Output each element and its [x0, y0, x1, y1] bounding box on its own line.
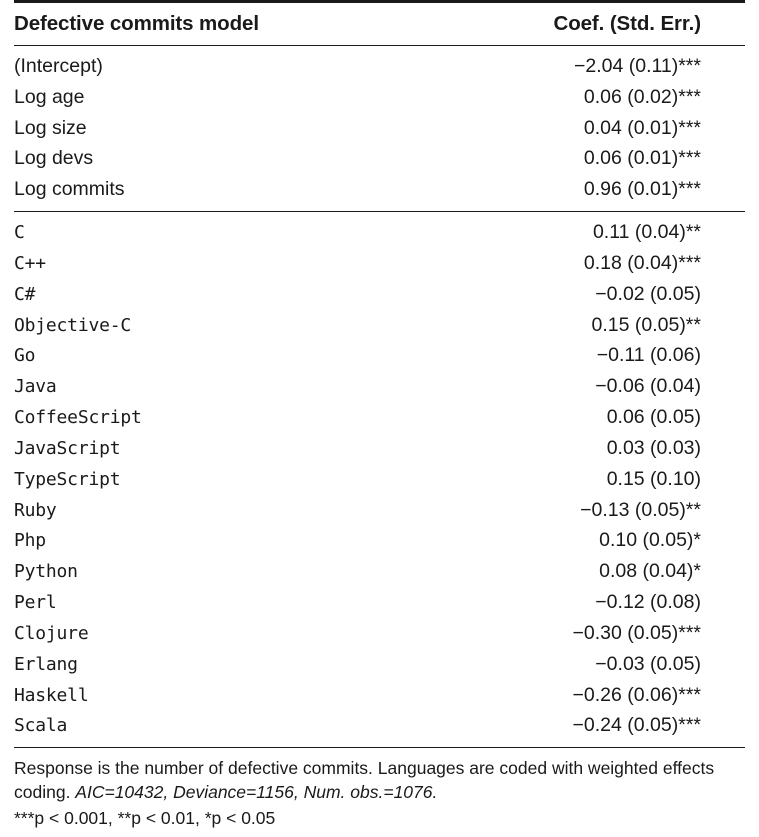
table-row [14, 649, 745, 680]
row-label: Erlang [14, 653, 78, 675]
table-row [14, 372, 745, 403]
row-value: 0.03 (0.03) [606, 436, 701, 459]
table-row [14, 175, 745, 212]
footnote-line-1: Response is the number of defective commits. Languages are coded with weighted [14, 758, 658, 779]
row-label: Ruby [14, 499, 57, 521]
row-label: Python [14, 561, 78, 583]
header-coef-label: Coef. (Std. Err.) [467, 2, 745, 46]
footnote-model-stats: AIC=10432, Deviance=1156, Num. obs.=1076. [75, 781, 438, 802]
row-label: Haskell [14, 684, 89, 706]
table-row [14, 113, 745, 144]
row-value: −0.12 (0.08) [595, 591, 701, 614]
table-row [14, 495, 745, 526]
table-header [14, 2, 745, 46]
table-row [14, 464, 745, 495]
row-value: −0.06 (0.04) [595, 375, 701, 398]
row-value: −0.24 (0.05)*** [572, 714, 701, 737]
row-label: C++ [14, 252, 46, 274]
table-row [14, 144, 745, 175]
row-value: −0.30 (0.05)*** [572, 621, 701, 644]
row-label: Log commits [14, 178, 125, 201]
row-label: JavaScript [14, 437, 121, 459]
table-row [14, 82, 745, 113]
row-label: TypeScript [14, 468, 121, 490]
row-label: Scala [14, 715, 68, 737]
row-value: 0.18 (0.04)*** [583, 251, 701, 274]
row-value: −2.04 (0.11)*** [467, 46, 745, 83]
row-value: −0.11 (0.06) [596, 344, 701, 367]
table-row [14, 526, 745, 557]
row-value: 0.04 (0.01)*** [583, 116, 701, 139]
row-value: 0.06 (0.02)*** [583, 85, 701, 108]
table-row [14, 711, 745, 748]
row-value: −0.02 (0.05) [595, 282, 701, 305]
row-label: Log size [14, 116, 87, 139]
row-value: −0.26 (0.06)*** [572, 683, 701, 706]
control-variables-group [14, 46, 745, 212]
table-row [14, 212, 745, 249]
row-label: Go [14, 345, 36, 367]
row-label: (Intercept) [14, 46, 467, 83]
footnote-description [14, 748, 745, 805]
table-row [14, 588, 745, 619]
footnote-row [14, 748, 745, 805]
row-label: C [14, 212, 467, 249]
row-value: 0.08 (0.04)* [599, 560, 701, 583]
row-value: 0.96 (0.01)*** [583, 178, 701, 201]
footnote-line-2a: effects coding. [14, 758, 715, 802]
row-value: 0.15 (0.05)** [591, 313, 701, 336]
table-row [14, 279, 745, 310]
table-footnotes [14, 748, 745, 837]
table-header-row [14, 2, 745, 46]
row-value: 0.15 (0.10) [606, 467, 701, 490]
table-row [14, 680, 745, 711]
row-label: C# [14, 283, 36, 305]
row-label: Objective-C [14, 314, 132, 336]
row-label: Perl [14, 592, 57, 614]
row-value: −0.13 (0.05)** [580, 498, 701, 521]
row-label: Clojure [14, 622, 89, 644]
table-row [14, 557, 745, 588]
row-value: −0.03 (0.05) [595, 652, 701, 675]
table-row [14, 433, 745, 464]
row-value: 0.06 (0.01)*** [583, 147, 701, 170]
language-variables-group [14, 212, 745, 748]
table-row [14, 46, 745, 83]
row-label: Java [14, 376, 57, 398]
table-row [14, 341, 745, 372]
regression-table [14, 0, 745, 837]
row-label: Log age [14, 85, 85, 108]
row-label: Log devs [14, 147, 94, 170]
table-row [14, 403, 745, 434]
header-model-label: Defective commits model [14, 2, 467, 46]
significance-legend-row [14, 804, 745, 837]
table-row [14, 248, 745, 279]
table-row [14, 618, 745, 649]
row-value: 0.11 (0.04)** [467, 212, 745, 249]
table-row [14, 310, 745, 341]
row-value: 0.06 (0.05) [606, 406, 701, 429]
row-label: Php [14, 530, 46, 552]
row-label: CoffeeScript [14, 407, 142, 429]
row-value: 0.10 (0.05)* [599, 529, 701, 552]
significance-legend: ***p < 0.001, **p < 0.01, *p < 0.05 [14, 808, 276, 829]
